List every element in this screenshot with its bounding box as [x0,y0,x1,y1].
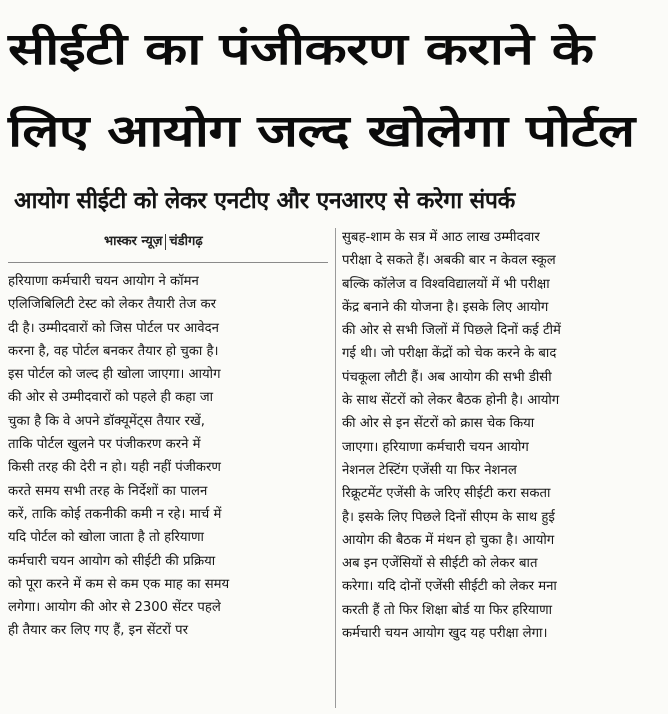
byline-separator [165,234,166,250]
body-text-line: कर्मचारी चयन आयोग खुद यह परीक्षा लेगा। [342,626,548,642]
body-text-line: परीक्षा दे सकते हैं। अबकी बार न केवल स्कूल [342,253,556,269]
body-text-line: की ओर से इन सेंटरों को क्रास चेक किया [342,416,535,432]
body-text-line: बल्कि कॉलेज व विश्वविद्यालयों में भी परीक्षा [342,276,550,292]
body-text-line: करते समय सभी तरह के निर्देशों का पालन [8,483,208,499]
headline-line-1: सीईटी का पंजीकरण कराने के [8,24,594,75]
body-text-line: इस पोर्टल को जल्द ही खोला जाएगा। आयोग [8,367,221,383]
body-text-line: करेगा। यदि दोनों एजेंसी सीईटी को लेकर मना [342,579,557,595]
body-text-line: करती हैं तो फिर शिक्षा बोर्ड या फिर हरियाणा [342,602,553,618]
body-text-line: को पूरा करने में कम से कम एक माह का समय [8,576,230,592]
body-text-line: करना है, वह पोर्टल बनकर तैयार हो चुका है। [8,343,219,359]
body-text-line: है। इसके लिए पिछले दिनों सीएम के साथ हुई [342,509,555,525]
body-text-line: करें, ताकि कोई तकनीकी कमी न रहे। मार्च में [8,506,222,522]
body-text-line: यदि पोर्टल को खोला जाता है तो हरियाणा [8,530,204,546]
body-text-line: किसी तरह की देरी न हो। यही नहीं पंजीकरण [8,460,221,476]
cropped-top-edge [150,0,450,6]
body-text-line: की ओर से उम्मीदवारों को पहले ही कहा जा [8,390,214,406]
subheadline: आयोग सीईटी को लेकर एनटीए और एनआरए से करेगा संपर्क [14,188,515,214]
body-text-line: दी है। उम्मीदवारों को जिस पोर्टल पर आवेदन [8,320,219,336]
body-text-line: की ओर से सभी जिलों में पिछले दिनों कई टीमें [342,323,561,339]
body-text-line: ही तैयार कर लिए गए हैं, इन सेंटरों पर [8,623,189,639]
body-text-line: गई थी। जो परीक्षा केंद्रों को चेक करने के बाद [342,346,557,362]
body-text-line: एलिजिबिलिटी टेस्ट को लेकर तैयारी तेज कर [8,297,217,313]
body-text-line: ताकि पोर्टल खुलने पर पंजीकरण करने में [8,437,201,453]
body-text-line: जाएगा। हरियाणा कर्मचारी चयन आयोग [342,439,529,455]
byline [104,230,203,254]
body-text-line: अब इन एजेंसियों से सीईटी को लेकर बात [342,556,538,572]
byline-rule [8,262,328,263]
body-text-line: रिक्रूटमेंट एजेंसी के जरिए सीईटी करा सकता [342,486,551,502]
body-text-line: सुबह-शाम के सत्र में आठ लाख उम्मीदवार [342,230,540,245]
right-column [342,226,662,645]
body-text-line: चुका है कि वे अपने डॉक्यूमेंट्स तैयार रखें, [8,413,205,429]
body-text-line: नेशनल टेस्टिंग एजेंसी या फिर नेशनल [342,462,517,478]
body-text-line: कर्मचारी चयन आयोग को सीईटी की प्रक्रिया [8,553,216,569]
body-text-line: लगेगा। आयोग की ओर से 2300 सेंटर पहले [8,600,221,616]
byline-source: भास्कर न्यूज़ [104,234,163,249]
body-text-line: केंद्र बनाने की योजना है। इसके लिए आयोग [342,299,549,315]
column-divider [335,228,336,708]
left-column [8,270,330,643]
headline-line-2: लिए आयोग जल्द खोलेगा पोर्टल [8,106,635,157]
byline-location: चंडीगढ़ [169,234,203,249]
body-text-line: पंचकूला लौटी हैं। अब आयोग की सभी डीसी [342,369,552,385]
body-text-line: के साथ सेंटरों को लेकर बैठक होनी है। आयोग [342,393,560,409]
body-text-line: हरियाणा कर्मचारी चयन आयोग ने कॉमन [8,274,199,289]
body-text-line: आयोग की बैठक में मंथन हो चुका है। आयोग [342,532,555,548]
